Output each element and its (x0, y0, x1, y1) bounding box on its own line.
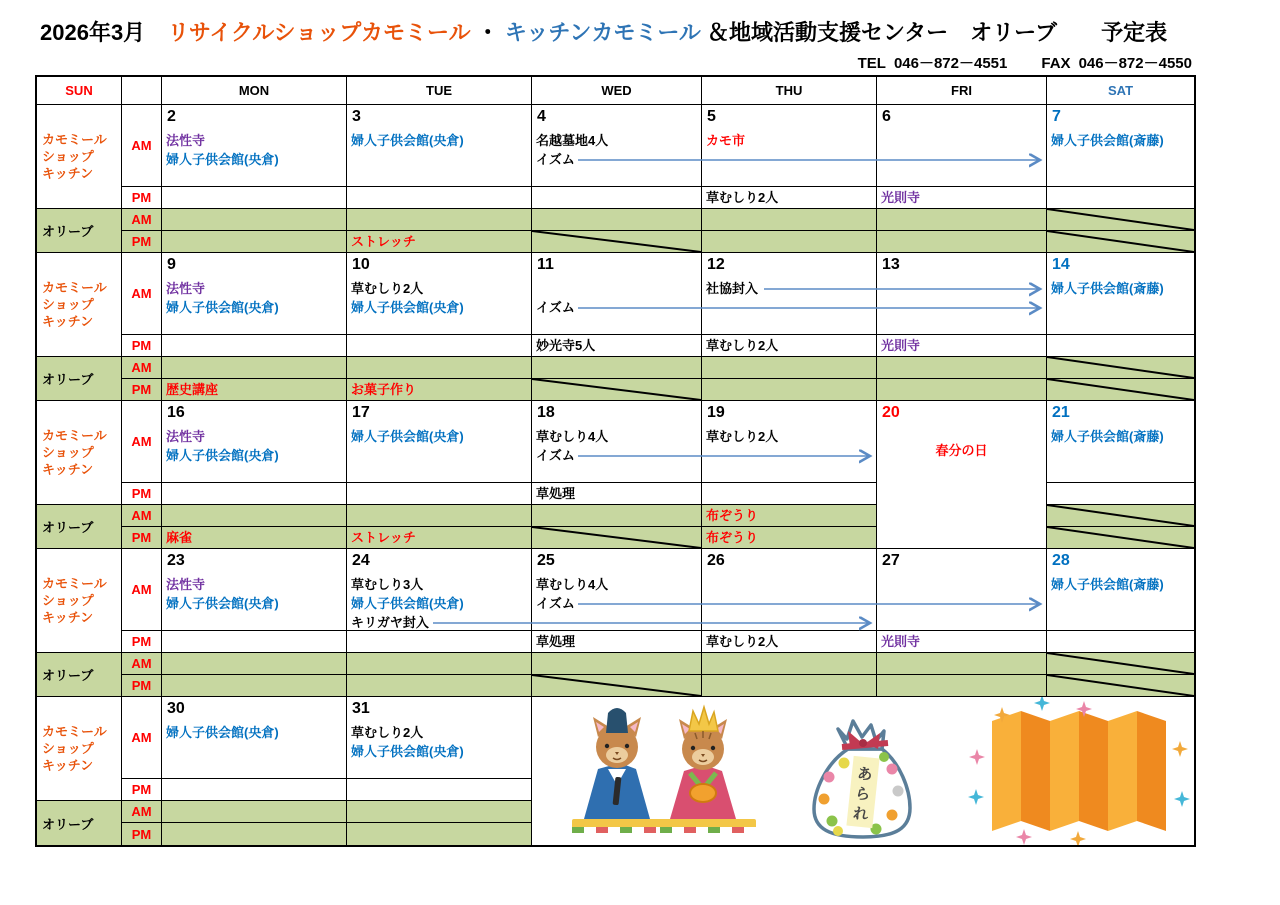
cell-olive-am-wed-w4 (532, 653, 702, 675)
title-dot: ・ (476, 20, 499, 45)
cell-pm-mon-w4 (162, 631, 347, 653)
cell-pm-mon-w1 (162, 187, 347, 209)
cell-pm-wed-w4 (532, 631, 702, 653)
cell-am-mon-w1 (162, 105, 347, 187)
cell-pm-tue-w4 (347, 631, 532, 653)
cell-am-tue-w2 (347, 253, 532, 335)
cell-olive-pm-tue-w3 (347, 527, 532, 549)
crossout-line (1047, 527, 1194, 548)
crossout-line (1047, 505, 1194, 526)
event-text: 婦人子供会館(央倉) (166, 152, 279, 167)
label-line: カモミール (42, 724, 107, 739)
cell-olive-pm-sat-w4 (1047, 675, 1194, 697)
label-olive-am: AM (122, 357, 162, 379)
label-olive-am: AM (122, 653, 162, 675)
cell-olive-am-tue-w1 (347, 209, 532, 231)
cell-olive-am-fri-w1 (877, 209, 1047, 231)
label-am: AM (122, 549, 162, 631)
label-olive: オリーブ (37, 505, 122, 549)
cell-pm-thu-w1 (702, 187, 877, 209)
event-text: 婦人子供会館(央倉) (351, 133, 464, 148)
cell-am-sat-w3 (1047, 401, 1194, 483)
event-text: 社協封入 (706, 281, 759, 296)
cell-pm-sat-w3 (1047, 483, 1194, 505)
label-olive-pm: PM (122, 823, 162, 845)
cell-pm-fri-w1 (877, 187, 1047, 209)
date-number: 10 (352, 256, 370, 273)
title-shop-name: リサイクルショップカモミール (167, 20, 471, 45)
event-text: お菓子作り (351, 382, 417, 397)
date-number: 6 (882, 108, 891, 125)
label-olive-pm: PM (122, 675, 162, 697)
event-text: ストレッチ (351, 234, 416, 249)
event-text: 草むしり2人 (706, 190, 779, 205)
cell-pm-sat-w2 (1047, 335, 1194, 357)
date-number: 7 (1052, 108, 1061, 125)
date-number: 2 (167, 108, 176, 125)
cell-am-mon-w2 (162, 253, 347, 335)
date-number: 9 (167, 256, 176, 273)
label-kamomiru-shop-kitchen (37, 697, 122, 801)
label-am: AM (122, 697, 162, 779)
cell-olive-am-wed-w1 (532, 209, 702, 231)
event-text: 草処理 (536, 486, 576, 501)
event-text: 婦人子供会館(央倉) (166, 448, 279, 463)
cell-am-sat-w4 (1047, 549, 1194, 631)
event-text: イズム (536, 300, 575, 315)
cell-pm-wed-w2 (532, 335, 702, 357)
cell-am-mon-w3 (162, 401, 347, 483)
event-text: 法性寺 (166, 429, 206, 444)
cell-olive-am-fri-w2 (877, 357, 1047, 379)
event-text: キリガヤ封入 (351, 615, 429, 630)
event-text: イズム (536, 448, 575, 463)
cell-olive-am-tue-w4 (347, 653, 532, 675)
cell-pm-wed-w1 (532, 187, 702, 209)
cell-olive-am-tue-w3 (347, 505, 532, 527)
fax-label: FAX (1041, 55, 1071, 72)
cell-olive-pm-tue-w2 (347, 379, 532, 401)
cell-am-wed-w3 (532, 401, 702, 483)
date-number: 19 (707, 404, 725, 421)
event-text: 草むしり2人 (706, 634, 779, 649)
schedule-table (35, 75, 1196, 847)
cell-olive-pm-mon-w1 (162, 231, 347, 253)
header-THU: THU (702, 77, 877, 105)
cell-am-sat-w2 (1047, 253, 1194, 335)
label-am: AM (122, 253, 162, 335)
label-line: ショップ (42, 593, 94, 608)
header-MON: MON (162, 77, 347, 105)
event-text: 婦人子供会館(斎藤) (1051, 429, 1164, 444)
crossout-line (1047, 357, 1194, 378)
event-text: 法性寺 (166, 577, 206, 592)
label-olive: オリーブ (37, 801, 122, 845)
date-number: 18 (537, 404, 555, 421)
cell-olive-am-fri-w4 (877, 653, 1047, 675)
cell-olive-pm-tue-w4 (347, 675, 532, 697)
event-text: 婦人子供会館(斎藤) (1051, 281, 1164, 296)
cell-olive-pm-thu-w1 (702, 231, 877, 253)
svg-text:れ: れ (852, 805, 870, 824)
cell-am-mon-w5 (162, 697, 347, 779)
label-olive: オリーブ (37, 209, 122, 253)
cell-olive-am-mon-w5 (162, 801, 347, 823)
event-text: イズム (536, 152, 575, 167)
cell-olive-am-tue-w2 (347, 357, 532, 379)
event-text: 婦人子供会館(斎藤) (1051, 133, 1164, 148)
label-line: キッチン (42, 314, 94, 329)
event-text: 草むしり4人 (536, 429, 609, 444)
cell-olive-pm-thu-w4 (702, 675, 877, 697)
label-pm: PM (122, 631, 162, 653)
cell-am-thu-w3 (702, 401, 877, 483)
label-kamomiru-shop-kitchen (37, 401, 122, 505)
cell-am-wed-w4 (532, 549, 702, 631)
holiday-name: 春分の日 (935, 443, 988, 458)
event-text: 婦人子供会館(央倉) (351, 300, 464, 315)
page-title (40, 16, 1167, 47)
event-text: 婦人子供会館(央倉) (351, 596, 464, 611)
cell-am-thu-w4 (702, 549, 877, 631)
svg-text:ら: ら (854, 785, 872, 804)
cell-olive-am-sat-w2 (1047, 357, 1194, 379)
date-number: 20 (882, 404, 900, 421)
event-text: 草処理 (536, 634, 576, 649)
event-text: 光則寺 (881, 338, 921, 353)
cell-olive-am-mon-w2 (162, 357, 347, 379)
cell-olive-pm-mon-w2 (162, 379, 347, 401)
cell-pm-thu-w4 (702, 631, 877, 653)
date-number: 13 (882, 256, 900, 273)
cell-am-tue-w4 (347, 549, 532, 631)
date-number: 27 (882, 552, 900, 569)
event-text: 草むしり2人 (706, 429, 779, 444)
hina-cat-dolls (572, 707, 756, 833)
date-number: 25 (537, 552, 555, 569)
label-line: ショップ (42, 741, 94, 756)
title-suffix: 予定表 (1101, 20, 1168, 45)
cell-olive-pm-mon-w3 (162, 527, 347, 549)
label-olive-pm: PM (122, 379, 162, 401)
label-olive-am: AM (122, 801, 162, 823)
label-pm: PM (122, 779, 162, 801)
date-number: 5 (707, 108, 716, 125)
cell-pm-mon-w2 (162, 335, 347, 357)
cell-am-fri-w1 (877, 105, 1047, 187)
cell-am-wed-w1 (532, 105, 702, 187)
label-olive: オリーブ (37, 357, 122, 401)
cell-olive-pm-sat-w2 (1047, 379, 1194, 401)
cell-olive-pm-tue-w1 (347, 231, 532, 253)
crossout-line (1047, 209, 1194, 230)
event-text: 婦人子供会館(央倉) (166, 300, 279, 315)
label-line: カモミール (42, 132, 107, 147)
event-text: 草むしり2人 (351, 281, 424, 296)
cell-olive-pm-wed-w2 (532, 379, 702, 401)
cell-olive-am-mon-w1 (162, 209, 347, 231)
label-am: AM (122, 401, 162, 483)
label-line: キッチン (42, 758, 94, 773)
cell-pm-thu-w2 (702, 335, 877, 357)
cell-olive-am-thu-w1 (702, 209, 877, 231)
crossout-line (532, 379, 701, 400)
hinamatsuri-illustration (532, 697, 1194, 845)
event-text: イズム (536, 596, 575, 611)
date-number: 31 (352, 700, 370, 717)
label-kamomiru-shop-kitchen (37, 549, 122, 653)
label-line: ショップ (42, 149, 94, 164)
cell-olive-am-thu-w4 (702, 653, 877, 675)
label-olive: オリーブ (37, 653, 122, 697)
tel-label: TEL (857, 55, 886, 72)
cell-pm-tue-w1 (347, 187, 532, 209)
label-line: カモミール (42, 428, 107, 443)
date-number: 21 (1052, 404, 1070, 421)
label-line: キッチン (42, 166, 94, 181)
cell-am-sat-w1 (1047, 105, 1194, 187)
label-olive-am: AM (122, 209, 162, 231)
label-pm: PM (122, 335, 162, 357)
tel-number: 046－872－4551 (893, 55, 1008, 72)
date-number: 28 (1052, 552, 1070, 569)
event-text: 婦人子供会館(央倉) (351, 429, 464, 444)
label-kamomiru-shop-kitchen (37, 105, 122, 209)
cell-pm-mon-w3 (162, 483, 347, 505)
title-center-name: ＆地域活動支援センター オリーブ (707, 20, 1058, 45)
header-TUE: TUE (347, 77, 532, 105)
date-number: 11 (537, 256, 554, 273)
cell-pm-tue-w2 (347, 335, 532, 357)
event-text: 草むしり3人 (351, 577, 424, 592)
title-month: 2026年3月 (40, 20, 146, 45)
cell-olive-pm-sat-w3 (1047, 527, 1194, 549)
label-olive-pm: PM (122, 231, 162, 253)
cell-olive-am-sat-w4 (1047, 653, 1194, 675)
crossout-line (532, 527, 701, 548)
header-FRI: FRI (877, 77, 1047, 105)
cell-olive-am-thu-w3 (702, 505, 877, 527)
event-text: 光則寺 (881, 634, 921, 649)
cell-am-mon-w4 (162, 549, 347, 631)
cell-olive-pm-thu-w2 (702, 379, 877, 401)
header-blank (122, 77, 162, 105)
cell-am-fri-w3 (877, 401, 1047, 549)
cell-olive-pm-sat-w1 (1047, 231, 1194, 253)
arare-bag (814, 721, 910, 837)
label-olive-pm: PM (122, 527, 162, 549)
date-number: 12 (707, 256, 725, 273)
crossout-line (1047, 675, 1194, 696)
label-olive-am: AM (122, 505, 162, 527)
event-text: 布ぞうり (706, 508, 759, 523)
cell-pm-fri-w2 (877, 335, 1047, 357)
date-number: 24 (352, 552, 370, 569)
cell-am-fri-w4 (877, 549, 1047, 631)
cell-olive-am-sat-w3 (1047, 505, 1194, 527)
label-line: ショップ (42, 297, 94, 312)
label-line: キッチン (42, 610, 94, 625)
header-WED: WED (532, 77, 702, 105)
event-text: 草むしり2人 (706, 338, 779, 353)
cell-olive-pm-fri-w2 (877, 379, 1047, 401)
event-text: 妙光寺5人 (536, 338, 596, 353)
event-text: 法性寺 (166, 281, 206, 296)
gold-folding-screen (992, 711, 1166, 831)
event-text: 婦人子供会館(央倉) (351, 744, 464, 759)
event-text (532, 279, 701, 298)
crossout-line (532, 675, 701, 696)
crossout-line (532, 231, 701, 252)
cell-am-thu-w2 (702, 253, 877, 335)
cell-am-fri-w2 (877, 253, 1047, 335)
title-kitchen-name: キッチンカモミール (504, 20, 701, 45)
cell-am-wed-w2 (532, 253, 702, 335)
cell-am-tue-w1 (347, 105, 532, 187)
date-number: 23 (167, 552, 185, 569)
label-line: ショップ (42, 445, 94, 460)
illustration-cell (532, 697, 1194, 845)
date-number: 4 (537, 108, 546, 125)
cell-olive-pm-thu-w3 (702, 527, 877, 549)
label-pm: PM (122, 187, 162, 209)
label-pm: PM (122, 483, 162, 505)
date-number: 14 (1052, 256, 1070, 273)
cell-olive-pm-wed-w1 (532, 231, 702, 253)
event-text: 麻雀 (166, 530, 193, 545)
cell-olive-pm-fri-w1 (877, 231, 1047, 253)
fax-number: 046－872－4550 (1078, 55, 1192, 72)
label-line: キッチン (42, 462, 94, 477)
crossout-line (1047, 379, 1194, 400)
cell-pm-fri-w4 (877, 631, 1047, 653)
cell-pm-mon-w5 (162, 779, 347, 801)
cell-olive-pm-fri-w4 (877, 675, 1047, 697)
label-kamomiru-shop-kitchen (37, 253, 122, 357)
cell-pm-tue-w3 (347, 483, 532, 505)
cell-olive-pm-wed-w4 (532, 675, 702, 697)
crossout-line (1047, 653, 1194, 674)
event-text: ストレッチ (351, 530, 416, 545)
event-text: 光則寺 (881, 190, 921, 205)
cell-olive-am-mon-w3 (162, 505, 347, 527)
cell-pm-sat-w4 (1047, 631, 1194, 653)
cell-olive-pm-tue-w5 (347, 823, 532, 845)
cell-pm-sat-w1 (1047, 187, 1194, 209)
cell-am-tue-w5 (347, 697, 532, 779)
event-text: 婦人子供会館(央倉) (166, 725, 279, 740)
cell-olive-pm-mon-w4 (162, 675, 347, 697)
event-text: 婦人子供会館(央倉) (166, 596, 279, 611)
cell-olive-pm-mon-w5 (162, 823, 347, 845)
date-number: 26 (707, 552, 725, 569)
date-number: 3 (352, 108, 361, 125)
event-text: 草むしり4人 (536, 577, 609, 592)
cell-pm-tue-w5 (347, 779, 532, 801)
date-number: 16 (167, 404, 185, 421)
event-text: 草むしり2人 (351, 725, 424, 740)
cell-pm-thu-w3 (702, 483, 877, 505)
cell-am-tue-w3 (347, 401, 532, 483)
event-text: 婦人子供会館(斎藤) (1051, 577, 1164, 592)
date-number: 30 (167, 700, 185, 717)
event-text: 布ぞうり (706, 530, 759, 545)
crossout-line (1047, 231, 1194, 252)
contact-line (858, 52, 1192, 73)
cell-olive-am-mon-w4 (162, 653, 347, 675)
header-SUN: SUN (37, 77, 122, 105)
event-text: カモ市 (706, 133, 746, 148)
cell-olive-am-sat-w1 (1047, 209, 1194, 231)
event-text: 法性寺 (166, 133, 206, 148)
cell-olive-am-wed-w3 (532, 505, 702, 527)
cell-pm-wed-w3 (532, 483, 702, 505)
cell-am-thu-w1 (702, 105, 877, 187)
date-number: 17 (352, 404, 370, 421)
header-SAT: SAT (1047, 77, 1194, 105)
cell-olive-am-thu-w2 (702, 357, 877, 379)
cell-olive-am-wed-w2 (532, 357, 702, 379)
label-am: AM (122, 105, 162, 187)
svg-text:あ: あ (856, 765, 874, 784)
event-text: 歴史講座 (166, 382, 219, 397)
cell-olive-pm-wed-w3 (532, 527, 702, 549)
cell-olive-am-tue-w5 (347, 801, 532, 823)
label-line: カモミール (42, 576, 107, 591)
label-line: カモミール (42, 280, 107, 295)
event-text: 名越墓地4人 (536, 133, 609, 148)
